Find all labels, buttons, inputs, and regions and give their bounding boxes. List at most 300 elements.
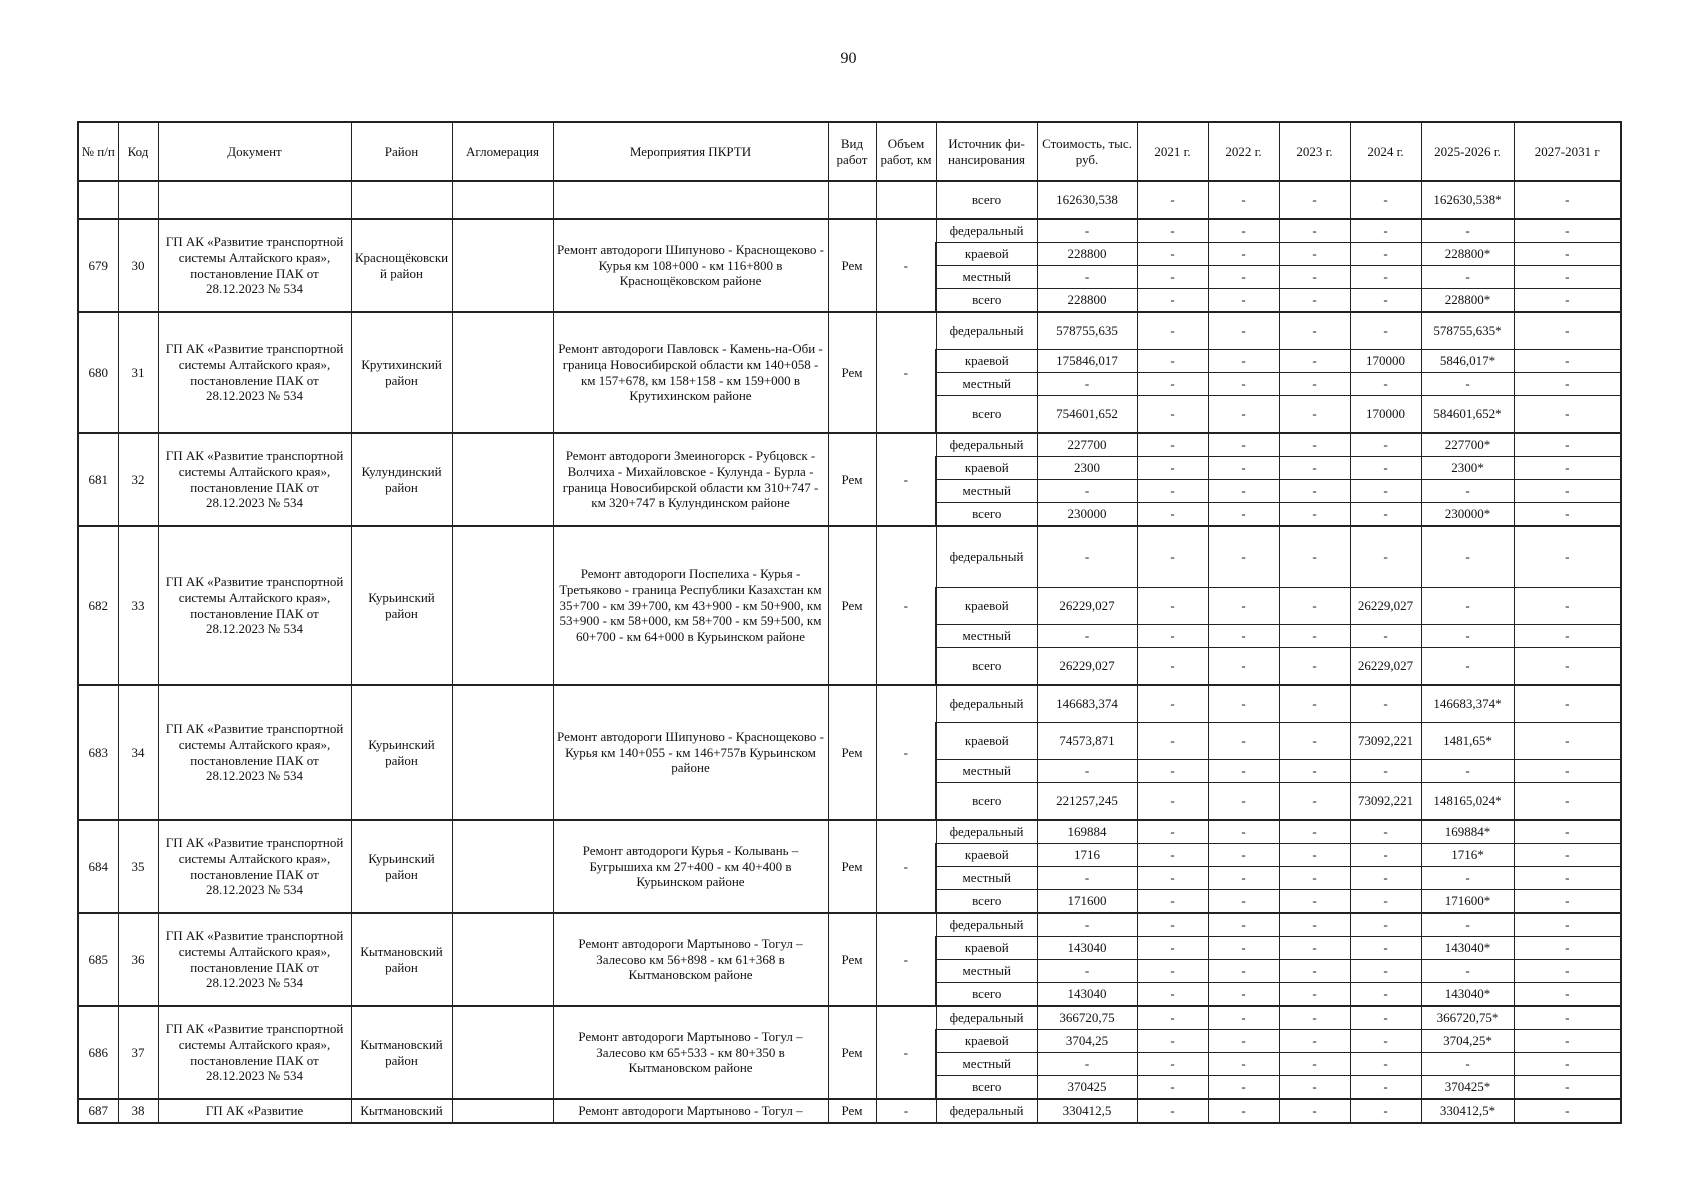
cell-2022: - <box>1208 1006 1279 1030</box>
cell-2027-2031: - <box>1514 526 1621 588</box>
cell-work-type: Рем <box>828 1006 876 1099</box>
cell-volume: - <box>876 913 936 1006</box>
cell-2022: - <box>1208 266 1279 289</box>
cell-source: всего <box>936 1076 1037 1100</box>
cell-source: местный <box>936 1053 1037 1076</box>
cell-source: местный <box>936 373 1037 396</box>
cell-2024: - <box>1350 625 1421 648</box>
cell-2022: - <box>1208 503 1279 527</box>
cell-agglomeration <box>452 526 553 685</box>
cell-2025-2026: - <box>1421 480 1514 503</box>
cell-2025-2026: 162630,538* <box>1421 181 1514 219</box>
cell-cost: 366720,75 <box>1037 1006 1137 1030</box>
cell-cost: 227700 <box>1037 433 1137 457</box>
cell-2024: - <box>1350 1053 1421 1076</box>
cell-2023: - <box>1279 685 1350 723</box>
cell-2023: - <box>1279 890 1350 914</box>
cell-measure: Ремонт автодороги Шипуново - Краснощеково - Курья км 108+000 - км 116+800 в Краснощёковском районе <box>553 219 828 312</box>
cell-agglomeration <box>452 312 553 433</box>
cell-2021: - <box>1137 457 1208 480</box>
col-header-2022: 2022 г. <box>1208 122 1279 181</box>
cell-2023: - <box>1279 648 1350 686</box>
table-row <box>78 219 1621 243</box>
col-header-funding-source: Источник фи-нансирования <box>936 122 1037 181</box>
cell-row-number: 682 <box>78 526 118 685</box>
cell-cost: 146683,374 <box>1037 685 1137 723</box>
cell-2023: - <box>1279 983 1350 1007</box>
cell-cost: - <box>1037 960 1137 983</box>
cell-rayon: Краснощёковский район <box>351 219 452 312</box>
cell-code: 31 <box>118 312 158 433</box>
cell-2025-2026: - <box>1421 760 1514 783</box>
cell-2024: - <box>1350 457 1421 480</box>
col-header-2025-2026: 2025-2026 г. <box>1421 122 1514 181</box>
col-header-2023: 2023 г. <box>1279 122 1350 181</box>
cell-source: федеральный <box>936 1006 1037 1030</box>
cell-2025-2026: 143040* <box>1421 983 1514 1007</box>
table-row <box>78 913 1621 937</box>
cell-cost: 169884 <box>1037 820 1137 844</box>
cell-2021: - <box>1137 867 1208 890</box>
cell-2025-2026: 146683,374* <box>1421 685 1514 723</box>
cell-2022: - <box>1208 937 1279 960</box>
cell-2023: - <box>1279 1006 1350 1030</box>
cell-2027-2031: - <box>1514 1099 1621 1123</box>
cell-2021: - <box>1137 312 1208 350</box>
cell-document: ГП АК «Развитие транспортной системы Алтайского края», постановление ПАК от 28.12.2023 № 534 <box>158 685 351 820</box>
cell-2023: - <box>1279 289 1350 313</box>
cell-2027-2031: - <box>1514 1053 1621 1076</box>
cell-measure: Ремонт автодороги Поспелиха - Курья - Третьяково - граница Республики Казахстан км 35+700 - км 39+700, км 43+900 - км 50+900, км 53+900 - км 58+000, км 58+700 - км 59+500, км 60+700 - км 64+000 в Курьинском районе <box>553 526 828 685</box>
cell-2022: - <box>1208 243 1279 266</box>
cell-cost: 143040 <box>1037 937 1137 960</box>
cell-2021: - <box>1137 588 1208 625</box>
cell-cost: 221257,245 <box>1037 783 1137 821</box>
cell-2027-2031: - <box>1514 783 1621 821</box>
cell-cost: - <box>1037 913 1137 937</box>
cell-work-type: Рем <box>828 219 876 312</box>
table-row <box>78 433 1621 457</box>
cell-2025-2026: 366720,75* <box>1421 1006 1514 1030</box>
cell-2022: - <box>1208 480 1279 503</box>
cell-2027-2031: - <box>1514 820 1621 844</box>
cell-agglomeration <box>452 1006 553 1099</box>
cell-2023: - <box>1279 760 1350 783</box>
cell-2022: - <box>1208 350 1279 373</box>
cell-2022: - <box>1208 1030 1279 1053</box>
cell-cost: - <box>1037 373 1137 396</box>
cell-measure: Ремонт автодороги Змеиногорск - Рубцовск - Волчиха - Михайловское - Кулунда - Бурла - граница Новосибирской области км 310+747 - км 320+747 в Кулундинском районе <box>553 433 828 526</box>
cell-2021: - <box>1137 913 1208 937</box>
cell-cost: - <box>1037 760 1137 783</box>
cell-2023: - <box>1279 266 1350 289</box>
cell-2021: - <box>1137 685 1208 723</box>
cell-rayon: Кытмановский <box>351 1099 452 1123</box>
cell-cost: 754601,652 <box>1037 396 1137 434</box>
cell-row-number: 686 <box>78 1006 118 1099</box>
cell-agglomeration <box>452 685 553 820</box>
cell-2027-2031: - <box>1514 396 1621 434</box>
col-header-volume: Объем работ, км <box>876 122 936 181</box>
cell-2025-2026: 169884* <box>1421 820 1514 844</box>
cell-2022: - <box>1208 181 1279 219</box>
cell-source: федеральный <box>936 219 1037 243</box>
col-header-cost: Стоимость, тыс. руб. <box>1037 122 1137 181</box>
cell-2024: - <box>1350 685 1421 723</box>
cell-code: 32 <box>118 433 158 526</box>
cell-2027-2031: - <box>1514 219 1621 243</box>
cell-2025-2026: - <box>1421 913 1514 937</box>
col-header-measures: Мероприятия ПКРТИ <box>553 122 828 181</box>
cell-source: краевой <box>936 243 1037 266</box>
cell-row-number: 685 <box>78 913 118 1006</box>
cell-2027-2031: - <box>1514 625 1621 648</box>
cell-2025-2026: 578755,635* <box>1421 312 1514 350</box>
cell-document: ГП АК «Развитие транспортной системы Алтайского края», постановление ПАК от 28.12.2023 № 534 <box>158 820 351 913</box>
cell-2021: - <box>1137 960 1208 983</box>
cell-2023: - <box>1279 219 1350 243</box>
cell-source: федеральный <box>936 685 1037 723</box>
cell-2024: - <box>1350 983 1421 1007</box>
cell-source: федеральный <box>936 312 1037 350</box>
cell-rayon: Курьинский район <box>351 820 452 913</box>
table-body <box>78 181 1621 1123</box>
cell-2023: - <box>1279 588 1350 625</box>
cell-row-number: 687 <box>78 1099 118 1123</box>
cell-2025-2026: 148165,024* <box>1421 783 1514 821</box>
cell-2027-2031: - <box>1514 312 1621 350</box>
cell-2025-2026: 5846,017* <box>1421 350 1514 373</box>
cell-2023: - <box>1279 457 1350 480</box>
cell-volume: - <box>876 526 936 685</box>
cell-2025-2026: - <box>1421 373 1514 396</box>
cell-2022: - <box>1208 433 1279 457</box>
cell-source: всего <box>936 648 1037 686</box>
cell-2027-2031: - <box>1514 457 1621 480</box>
cell-2022: - <box>1208 820 1279 844</box>
col-header-2024: 2024 г. <box>1350 122 1421 181</box>
cell-source: федеральный <box>936 433 1037 457</box>
financing-table <box>77 121 1622 1124</box>
cell-volume: - <box>876 312 936 433</box>
cell-2025-2026: - <box>1421 648 1514 686</box>
cell-2024: 73092,221 <box>1350 783 1421 821</box>
cell-2024: - <box>1350 844 1421 867</box>
cell-2024: - <box>1350 266 1421 289</box>
cell-agglomeration <box>452 820 553 913</box>
cell-2023: - <box>1279 783 1350 821</box>
cell-cost: 162630,538 <box>1037 181 1137 219</box>
cell-2023: - <box>1279 960 1350 983</box>
cell-empty <box>351 181 452 219</box>
cell-measure: Ремонт автодороги Мартыново - Тогул – <box>553 1099 828 1123</box>
cell-document: ГП АК «Развитие транспортной системы Алтайского края», постановление ПАК от 28.12.2023 № 534 <box>158 219 351 312</box>
cell-2023: - <box>1279 350 1350 373</box>
cell-2021: - <box>1137 396 1208 434</box>
cell-2025-2026: - <box>1421 960 1514 983</box>
cell-2027-2031: - <box>1514 760 1621 783</box>
cell-code: 36 <box>118 913 158 1006</box>
cell-2025-2026: 584601,652* <box>1421 396 1514 434</box>
cell-empty <box>118 181 158 219</box>
cell-2023: - <box>1279 913 1350 937</box>
cell-cost: 228800 <box>1037 243 1137 266</box>
cell-rayon: Кытмановский район <box>351 1006 452 1099</box>
table-row <box>78 1099 1621 1123</box>
table-row <box>78 312 1621 350</box>
cell-2022: - <box>1208 960 1279 983</box>
cell-source: краевой <box>936 588 1037 625</box>
cell-2021: - <box>1137 723 1208 760</box>
cell-rayon: Курьинский район <box>351 685 452 820</box>
cell-2025-2026: 143040* <box>1421 937 1514 960</box>
cell-work-type: Рем <box>828 312 876 433</box>
cell-cost: 171600 <box>1037 890 1137 914</box>
cell-source: федеральный <box>936 526 1037 588</box>
cell-2024: - <box>1350 1099 1421 1123</box>
cell-2025-2026: - <box>1421 867 1514 890</box>
cell-work-type: Рем <box>828 433 876 526</box>
cell-2023: - <box>1279 867 1350 890</box>
cell-source: всего <box>936 983 1037 1007</box>
cell-empty <box>828 181 876 219</box>
cell-cost: - <box>1037 1053 1137 1076</box>
cell-source: всего <box>936 181 1037 219</box>
cell-cost: 3704,25 <box>1037 1030 1137 1053</box>
cell-work-type: Рем <box>828 685 876 820</box>
cell-document: ГП АК «Развитие транспортной системы Алтайского края», постановление ПАК от 28.12.2023 № 534 <box>158 433 351 526</box>
cell-document: ГП АК «Развитие транспортной системы Алтайского края», постановление ПАК от 28.12.2023 № 534 <box>158 312 351 433</box>
cell-2022: - <box>1208 526 1279 588</box>
cell-cost: 1716 <box>1037 844 1137 867</box>
cell-2024: - <box>1350 1006 1421 1030</box>
cell-2027-2031: - <box>1514 890 1621 914</box>
cell-2022: - <box>1208 983 1279 1007</box>
cell-code: 37 <box>118 1006 158 1099</box>
cell-2021: - <box>1137 783 1208 821</box>
cell-cost: 330412,5 <box>1037 1099 1137 1123</box>
cell-document: ГП АК «Развитие <box>158 1099 351 1123</box>
cell-source: всего <box>936 503 1037 527</box>
cell-2022: - <box>1208 890 1279 914</box>
cell-2027-2031: - <box>1514 289 1621 313</box>
carry-over-row <box>78 181 1621 219</box>
cell-2027-2031: - <box>1514 350 1621 373</box>
cell-2022: - <box>1208 312 1279 350</box>
cell-2022: - <box>1208 588 1279 625</box>
cell-source: федеральный <box>936 913 1037 937</box>
cell-2021: - <box>1137 219 1208 243</box>
header-row <box>78 122 1621 181</box>
cell-2021: - <box>1137 625 1208 648</box>
cell-2022: - <box>1208 1053 1279 1076</box>
cell-2021: - <box>1137 503 1208 527</box>
cell-empty <box>78 181 118 219</box>
cell-work-type: Рем <box>828 1099 876 1123</box>
cell-code: 33 <box>118 526 158 685</box>
cell-volume: - <box>876 433 936 526</box>
cell-2025-2026: - <box>1421 588 1514 625</box>
cell-cost: 228800 <box>1037 289 1137 313</box>
cell-2024: 26229,027 <box>1350 648 1421 686</box>
cell-2027-2031: - <box>1514 243 1621 266</box>
cell-2022: - <box>1208 648 1279 686</box>
cell-source: местный <box>936 625 1037 648</box>
cell-2022: - <box>1208 760 1279 783</box>
cell-document: ГП АК «Развитие транспортной системы Алтайского края», постановление ПАК от 28.12.2023 № 534 <box>158 526 351 685</box>
cell-2025-2026: 171600* <box>1421 890 1514 914</box>
cell-2021: - <box>1137 266 1208 289</box>
cell-row-number: 681 <box>78 433 118 526</box>
cell-2027-2031: - <box>1514 913 1621 937</box>
cell-document: ГП АК «Развитие транспортной системы Алтайского края», постановление ПАК от 28.12.2023 № 534 <box>158 913 351 1006</box>
cell-2024: - <box>1350 480 1421 503</box>
cell-rayon: Крутихинский район <box>351 312 452 433</box>
cell-2021: - <box>1137 983 1208 1007</box>
cell-agglomeration <box>452 433 553 526</box>
cell-2024: - <box>1350 937 1421 960</box>
cell-2021: - <box>1137 433 1208 457</box>
col-header-document: Документ <box>158 122 351 181</box>
cell-volume: - <box>876 1006 936 1099</box>
table-row <box>78 1006 1621 1030</box>
cell-2022: - <box>1208 289 1279 313</box>
cell-2021: - <box>1137 289 1208 313</box>
cell-cost: - <box>1037 219 1137 243</box>
cell-source: краевой <box>936 844 1037 867</box>
cell-2023: - <box>1279 625 1350 648</box>
col-header-2021: 2021 г. <box>1137 122 1208 181</box>
cell-2021: - <box>1137 480 1208 503</box>
cell-source: местный <box>936 760 1037 783</box>
cell-empty <box>553 181 828 219</box>
cell-cost: 26229,027 <box>1037 648 1137 686</box>
cell-measure: Ремонт автодороги Павловск - Камень-на-Оби - граница Новосибирской области км 140+058 - км 157+678, км 158+158 - км 159+000 в Крутихинском районе <box>553 312 828 433</box>
cell-rayon: Кулундинский район <box>351 433 452 526</box>
cell-cost: - <box>1037 266 1137 289</box>
cell-2021: - <box>1137 373 1208 396</box>
cell-2023: - <box>1279 433 1350 457</box>
cell-2021: - <box>1137 890 1208 914</box>
cell-2024: - <box>1350 526 1421 588</box>
cell-2027-2031: - <box>1514 181 1621 219</box>
cell-empty <box>876 181 936 219</box>
cell-2025-2026: - <box>1421 266 1514 289</box>
cell-2025-2026: - <box>1421 219 1514 243</box>
cell-2024: - <box>1350 503 1421 527</box>
cell-work-type: Рем <box>828 913 876 1006</box>
cell-2021: - <box>1137 350 1208 373</box>
cell-2021: - <box>1137 526 1208 588</box>
cell-2021: - <box>1137 181 1208 219</box>
cell-cost: - <box>1037 625 1137 648</box>
cell-measure: Ремонт автодороги Курья - Колывань – Бугрышиха км 27+400 - км 40+400 в Курьинском районе <box>553 820 828 913</box>
col-header-2027-2031: 2027-2031 г <box>1514 122 1621 181</box>
cell-2024: - <box>1350 219 1421 243</box>
cell-cost: - <box>1037 867 1137 890</box>
cell-measure: Ремонт автодороги Шипуново - Краснощеково - Курья км 140+055 - км 146+757в Курьинском районе <box>553 685 828 820</box>
cell-2025-2026: 230000* <box>1421 503 1514 527</box>
cell-cost: 2300 <box>1037 457 1137 480</box>
cell-measure: Ремонт автодороги Мартыново - Тогул – Залесово км 65+533 - км 80+350 в Кытмановском районе <box>553 1006 828 1099</box>
cell-2027-2031: - <box>1514 937 1621 960</box>
cell-2021: - <box>1137 1099 1208 1123</box>
cell-2023: - <box>1279 937 1350 960</box>
cell-empty <box>158 181 351 219</box>
cell-measure: Ремонт автодороги Мартыново - Тогул – Залесово км 56+898 - км 61+368 в Кытмановском районе <box>553 913 828 1006</box>
cell-2023: - <box>1279 844 1350 867</box>
cell-2021: - <box>1137 760 1208 783</box>
cell-2023: - <box>1279 312 1350 350</box>
cell-source: краевой <box>936 457 1037 480</box>
cell-code: 38 <box>118 1099 158 1123</box>
cell-2022: - <box>1208 783 1279 821</box>
cell-cost: 74573,871 <box>1037 723 1137 760</box>
cell-2025-2026: 370425* <box>1421 1076 1514 1100</box>
cell-source: краевой <box>936 350 1037 373</box>
col-header-agglomeration: Агломерация <box>452 122 553 181</box>
cell-2024: - <box>1350 433 1421 457</box>
cell-2025-2026: 1716* <box>1421 844 1514 867</box>
cell-2027-2031: - <box>1514 1006 1621 1030</box>
cell-source: всего <box>936 289 1037 313</box>
cell-source: краевой <box>936 1030 1037 1053</box>
cell-2023: - <box>1279 243 1350 266</box>
cell-volume: - <box>876 685 936 820</box>
cell-2023: - <box>1279 526 1350 588</box>
cell-2021: - <box>1137 820 1208 844</box>
col-header-num: № п/п <box>78 122 118 181</box>
cell-agglomeration <box>452 219 553 312</box>
cell-source: всего <box>936 783 1037 821</box>
cell-2024: - <box>1350 867 1421 890</box>
cell-2022: - <box>1208 913 1279 937</box>
cell-2023: - <box>1279 503 1350 527</box>
cell-2023: - <box>1279 181 1350 219</box>
cell-code: 30 <box>118 219 158 312</box>
cell-2023: - <box>1279 1030 1350 1053</box>
cell-source: федеральный <box>936 820 1037 844</box>
cell-volume: - <box>876 219 936 312</box>
cell-2022: - <box>1208 373 1279 396</box>
cell-2027-2031: - <box>1514 373 1621 396</box>
cell-2021: - <box>1137 1030 1208 1053</box>
cell-2024: - <box>1350 1076 1421 1100</box>
cell-cost: 370425 <box>1037 1076 1137 1100</box>
cell-2023: - <box>1279 396 1350 434</box>
cell-2022: - <box>1208 1099 1279 1123</box>
cell-2027-2031: - <box>1514 480 1621 503</box>
cell-2025-2026: 228800* <box>1421 243 1514 266</box>
cell-row-number: 680 <box>78 312 118 433</box>
cell-cost: 578755,635 <box>1037 312 1137 350</box>
cell-code: 34 <box>118 685 158 820</box>
cell-2024: 73092,221 <box>1350 723 1421 760</box>
cell-2022: - <box>1208 685 1279 723</box>
cell-2025-2026: 227700* <box>1421 433 1514 457</box>
table-row <box>78 685 1621 723</box>
cell-2024: 170000 <box>1350 396 1421 434</box>
cell-2024: 26229,027 <box>1350 588 1421 625</box>
cell-2021: - <box>1137 1006 1208 1030</box>
cell-2027-2031: - <box>1514 266 1621 289</box>
table-row <box>78 820 1621 844</box>
page-number: 90 <box>840 50 857 67</box>
cell-work-type: Рем <box>828 526 876 685</box>
cell-2024: - <box>1350 960 1421 983</box>
cell-2023: - <box>1279 820 1350 844</box>
cell-2025-2026: 330412,5* <box>1421 1099 1514 1123</box>
